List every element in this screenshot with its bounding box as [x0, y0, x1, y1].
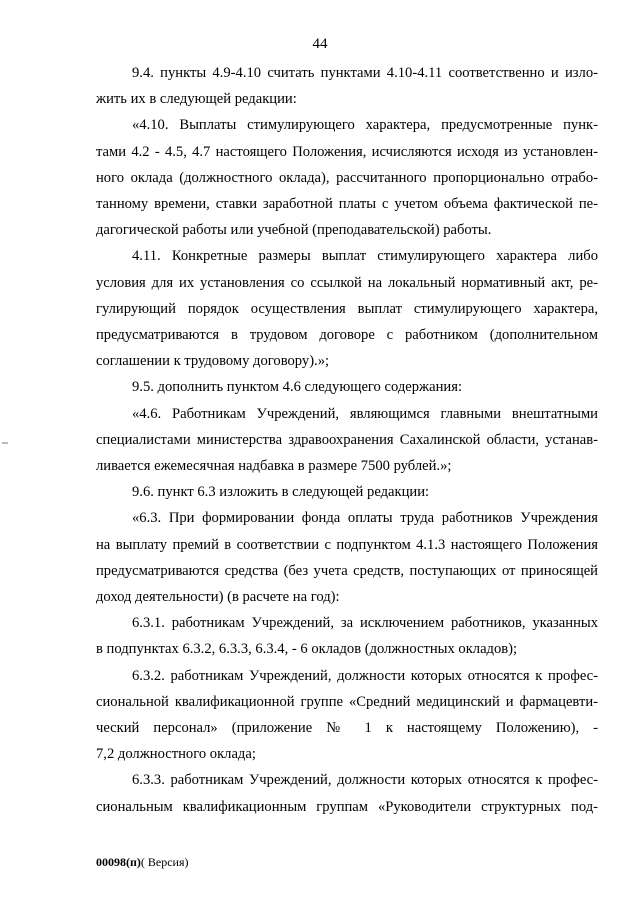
text-line: 9.5. дополнить пунктом 4.6 следующего содержания: [132, 379, 463, 396]
text-line: соглашении к трудовому договору).»; [96, 353, 330, 370]
document-version: ( Версия) [140, 855, 189, 869]
text-line: жить их в следующей редакции: [96, 91, 297, 108]
text-line: 9.4. пункты 4.9-4.10 считать пунктами 4.10-4.11 соответственно и изло- [132, 65, 598, 81]
text-line: на выплату премий в соответствии с подпунктом 4.1.3 настоящего Положения [96, 536, 598, 553]
text-line: предусматриваются средства (без учета средств, поступающих от приносящей [96, 562, 598, 579]
text-line: доход деятельности) (в расчете на год): [96, 589, 340, 606]
text-line: танному времени, ставки заработной платы с учетом объема фактической пе- [96, 196, 598, 213]
text-line: дагогической работы или учебной (преподавательской) работы. [96, 222, 492, 239]
text-line: в подпунктах 6.3.2, 6.3.3, 6.3.4, - 6 окладов (должностных окладов); [96, 641, 518, 658]
text-line: «4.6. Работникам Учреждений, являющимся главными внештатными [132, 405, 598, 422]
text-line: тами 4.2 - 4.5, 4.7 настоящего Положения, исчисляются исходя из установлен- [96, 143, 598, 160]
text-line: ного оклада (должностного оклада), рассчитанного пропорционально отрабо- [96, 169, 598, 186]
text-line: условия для их установления со ссылкой на локальный нормативный акт, ре- [96, 274, 598, 291]
text-line: 7,2 должностного оклада; [96, 746, 256, 763]
text-line: гулирующий порядок осуществления выплат стимулирующего характера, [96, 300, 598, 317]
scan-artifact [2, 442, 8, 444]
footer [96, 855, 189, 870]
text-line: сиональным квалификационным группам «Руководители структурных под- [96, 798, 598, 815]
text-line: 6.3.2. работникам Учреждений, должности которых относятся к профес- [132, 667, 598, 684]
document-code: 00098(п) [96, 855, 141, 869]
text-line: «6.3. При формировании фонда оплаты труда работников Учреждения [132, 510, 598, 527]
text-line: специалистами министерства здравоохранения Сахалинской области, устанав- [96, 431, 598, 448]
text-line: 6.3.1. работникам Учреждений, за исключением работников, указанных [132, 615, 598, 632]
text-line: 6.3.3. работникам Учреждений, должности которых относятся к профес- [132, 772, 598, 789]
text-line: ливается ежемесячная надбавка в размере 7500 рублей.»; [96, 458, 452, 475]
text-line: 9.6. пункт 6.3 изложить в следующей редакции: [132, 484, 430, 501]
text-line: сиональной квалификационной группе «Средний медицинский и фармацевти- [96, 693, 598, 710]
document-body [96, 60, 598, 820]
text-line: 4.11. Конкретные размеры выплат стимулирующего характера либо [132, 248, 598, 265]
text-line: «4.10. Выплаты стимулирующего характера, предусмотренные пунк- [132, 117, 598, 134]
page-number: 44 [312, 36, 328, 52]
text-line: предусматриваются в трудовом договоре с работником (дополнительном [96, 327, 598, 344]
text-line: ческий персонал» (приложение № 1 к настоящему Положению), - [96, 720, 598, 737]
